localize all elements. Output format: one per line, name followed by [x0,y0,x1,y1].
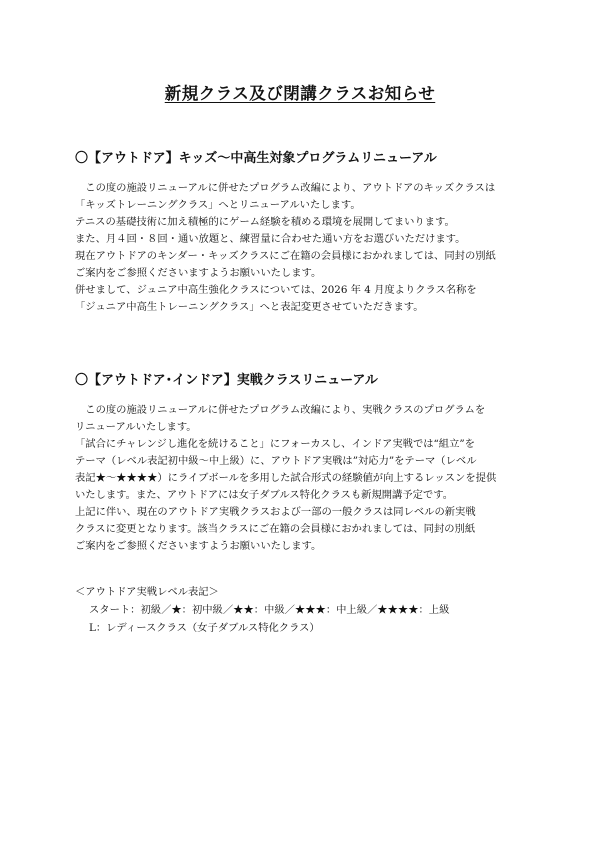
legend-ladies: L：レディースクラス（女子ダブルス特化クラス） [89,622,320,634]
section-match-class [75,372,535,555]
page-title-text: 新規クラス及び閉講クラスお知らせ [164,84,436,103]
body-line: また、月４回・８回・通い放題と、練習量に合わせた通い方をお選びいただけます。 [75,233,466,245]
body-line: 表記★〜★★★★）にライブボールを多用した試合形式の経験値が向上するレッスンを提供 [75,472,497,484]
body-line: この度の施設リニューアルに併せたプログラム改編により、実戦クラスのプログラムを [85,404,486,416]
section-body [75,180,535,316]
body-line: 現在アウトドアのキンダー・キッズクラスにご在籍の会員様におかれましては、同封の別紙 [75,250,496,262]
body-line: 上記に伴い、現在のアウトドア実戦クラスおよび一部の一般クラスは同レベルの新実戦 [75,506,476,518]
body-line: クラスに変更となります。該当クラスにご在籍の会員様におかれましては、同封の別紙 [75,523,476,535]
body-line: この度の施設リニューアルに併せたプログラム改編により、アウトドアのキッズクラスは [85,182,496,194]
section-heading: 〇【アウトドア】キッズ〜中高生対象プログラムリニューアル [75,151,437,166]
level-legend [75,583,535,637]
body-line: 「試合にチャレンジし進化を続けること」にフォーカスし、インドア実戦では“組立”を [75,438,475,450]
body-line: ご案内をご参照くださいますようお願いいたします。 [75,540,322,552]
body-line: ご案内をご参照くださいますようお願いいたします。 [75,267,322,279]
body-line: テニスの基礎技術に加え積極的にゲーム経験を積める環境を展開してまいります。 [75,216,455,228]
body-line: リニューアルいたします。 [75,421,197,433]
legend-title: ＜アウトドア実戦レベル表記＞ [75,586,219,598]
section-kids-program [75,150,535,316]
section-heading: 〇【アウトドア･インドア】実戦クラスリニューアル [75,373,378,388]
legend-levels: スタート：初級／★：初中級／★★：中級／★★★：中上級／★★★★：上級 [89,604,450,616]
body-line: テーマ（レベル表記初中級〜中上級）に、アウトドア実戦は”対応力”をテーマ（レベル [75,455,477,467]
section-body [75,402,535,555]
body-line: いたします。また、アウトドアには女子ダブルス特化クラスも新規開講予定です。 [75,489,453,501]
body-line: 併せまして、ジュニア中高生強化クラスについては、2026 年 4 月度よりクラス名称を [75,284,477,296]
body-line: 「キッズトレーニングクラス」へとリニューアルいたします。 [75,199,361,211]
page-title [0,80,600,104]
body-line: 「ジュニア中高生トレーニングクラス」へと表記変更させていただきます。 [75,301,424,313]
